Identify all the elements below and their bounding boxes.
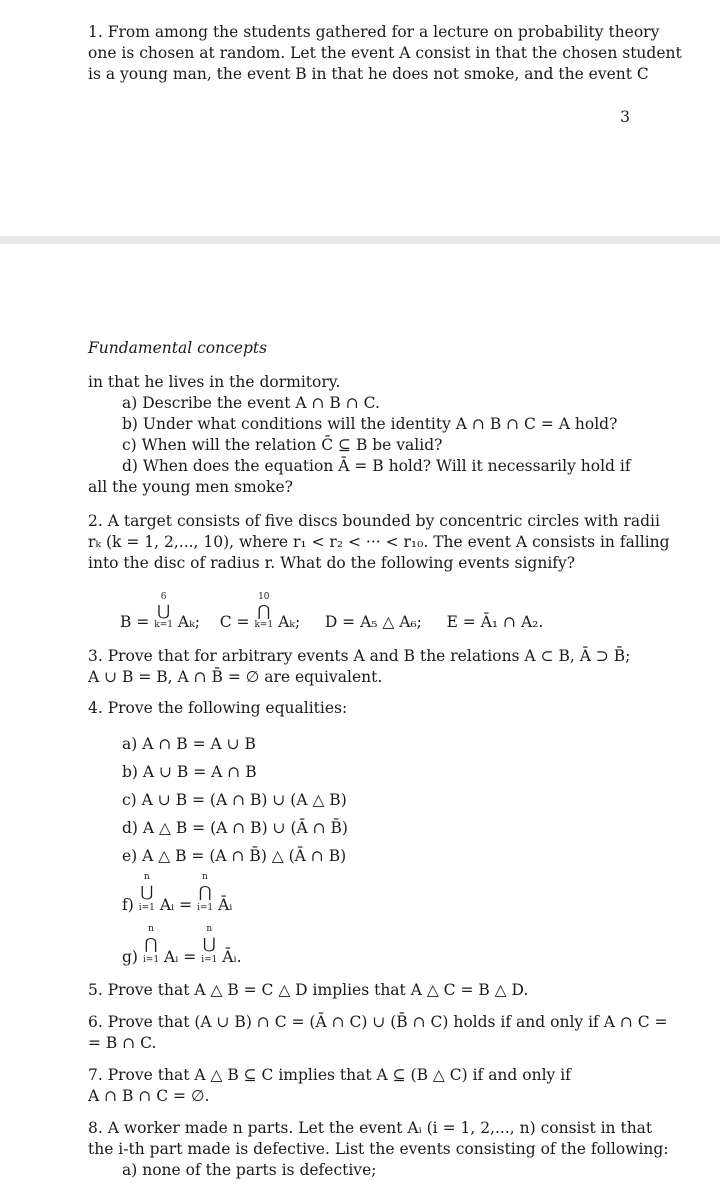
item-f-term2: Āᵢ (218, 896, 233, 914)
problem4-item-g (122, 924, 242, 968)
problem7-line-2: A ∩ B ∩ C = ∅. (88, 1087, 210, 1105)
problem4-item-c: c) A ∪ B = (A ∩ B) ∪ (A △ B) (122, 791, 347, 809)
item-g-union (201, 924, 217, 965)
problem2-formula (120, 592, 543, 631)
item-g-label: g) (122, 948, 138, 966)
item-f-upper-2: n (202, 872, 208, 882)
problem2-line-2: rₖ (k = 1, 2,..., 10), where r₁ < r₂ < ··· < r₁₀. The event A consists in falling (88, 533, 670, 551)
union-upper-limit: 6 (160, 592, 167, 602)
item-f-intersection (197, 872, 213, 913)
item-f-sym1: ⋃ (140, 883, 154, 901)
item-f-sym2: ⋂ (198, 883, 212, 901)
union-lower-limit: k=1 (154, 620, 173, 630)
item-f-lower-2: i=1 (197, 903, 214, 913)
item-g-sym1: ⋂ (144, 935, 158, 953)
item-g-intersection (143, 924, 159, 965)
item-g-lower: i=1 (142, 955, 160, 965)
formula-e: E = Ā₁ ∩ A₂. (446, 613, 544, 631)
intersection-lower-limit: k=1 (254, 620, 274, 630)
intersection-symbol: ⋂ (257, 602, 271, 620)
formula-b-term: Aₖ; (177, 613, 200, 631)
item-g-lower-2: i=1 (201, 955, 218, 965)
problem8-item-a: a) none of the parts is defective; (122, 1161, 377, 1179)
item-g-upper: n (148, 924, 154, 934)
problem1-line-1: 1. From among the students gathered for a lecture on probability theory (88, 23, 660, 41)
problem5: 5. Prove that A △ B = C △ D implies that A △ C = B △ D. (88, 981, 529, 999)
problem2-line-3: into the disc of radius r. What do the following events signify? (88, 554, 576, 572)
page-top (0, 0, 720, 236)
item-g-term1: Aᵢ = (164, 948, 197, 966)
formula-c-lhs: C = (219, 613, 250, 631)
problem1-item-b: b) Under what conditions will the identity A ∩ B ∩ C = A hold? (122, 415, 618, 433)
formula-b-lhs: B = (120, 613, 150, 631)
item-g-term2: Āᵢ. (222, 948, 242, 966)
problem6-line-1: 6. Prove that (A ∪ B) ∩ C = (Ā ∩ C) ∪ (B̄ ∩ C) holds if and only if A ∩ C = (88, 1013, 668, 1031)
page-bottom (0, 244, 720, 1198)
item-f-upper: n (143, 872, 150, 882)
intersection-upper-limit: 10 (258, 592, 270, 602)
page-divider (0, 236, 720, 244)
item-g-sym2: ⋃ (202, 935, 216, 953)
formula-c-term: Aₖ; (278, 613, 301, 631)
problem7-line-1: 7. Prove that A △ B ⊆ C implies that A ⊆ (B △ C) if and only if (88, 1066, 571, 1084)
problem4-title: 4. Prove the following equalities: (88, 699, 348, 717)
item-g-upper-2: n (206, 924, 213, 934)
problem1-line-3: is a young man, the event B in that he does not smoke, and the event C (88, 65, 649, 83)
problem4-item-a: a) A ∩ B = A ∪ B (122, 735, 256, 753)
formula-d: D = A₅ △ A₆; (324, 613, 422, 631)
problem4-item-e: e) A △ B = (A ∩ B̄) △ (Ā ∩ B) (122, 847, 347, 865)
union-symbol: ⋃ (157, 602, 170, 620)
problem3-line-2: A ∪ B = B, A ∩ B̄ = ∅ are equivalent. (88, 668, 383, 686)
problem1-item-a: a) Describe the event A ∩ B ∩ C. (122, 394, 380, 412)
problem4-item-f (122, 872, 232, 916)
intersection-operator (254, 592, 273, 630)
problem1-item-c: c) When will the relation C̄ ⊆ B be valid? (122, 436, 443, 454)
page-number: 3 (620, 108, 630, 126)
union-operator (154, 592, 173, 630)
problem4-item-b: b) A ∪ B = A ∩ B (122, 763, 257, 781)
item-f-lower: i=1 (138, 903, 155, 913)
problem3-line-1: 3. Prove that for arbitrary events A and B the relations A ⊂ B, Ā ⊃ B̄; (88, 647, 631, 665)
problem1-line-2: one is chosen at random. Let the event A consist in that the chosen student (88, 44, 682, 62)
item-f-union (139, 872, 155, 913)
running-head: Fundamental concepts (88, 339, 268, 357)
item-f-term1: Aᵢ = (159, 896, 193, 914)
problem1-continuation: in that he lives in the dormitory. (88, 373, 341, 391)
problem2-line-1: 2. A target consists of five discs bounded by concentric circles with radii (88, 512, 660, 530)
item-f-label: f) (122, 896, 134, 914)
problem8-line-1: 8. A worker made n parts. Let the event Aᵢ (i = 1, 2,..., n) consist in that (88, 1119, 653, 1137)
problem4-item-d: d) A △ B = (A ∩ B) ∪ (Ā ∩ B̄) (122, 819, 348, 837)
problem8-line-2: the i-th part made is defective. List the events consisting of the following: (88, 1140, 669, 1158)
problem1-item-d: d) When does the equation Ā = B hold? Will it necessarily hold if (122, 457, 631, 475)
problem6-line-2: = B ∩ C. (88, 1034, 157, 1052)
problem1-end: all the young men smoke? (88, 478, 293, 496)
